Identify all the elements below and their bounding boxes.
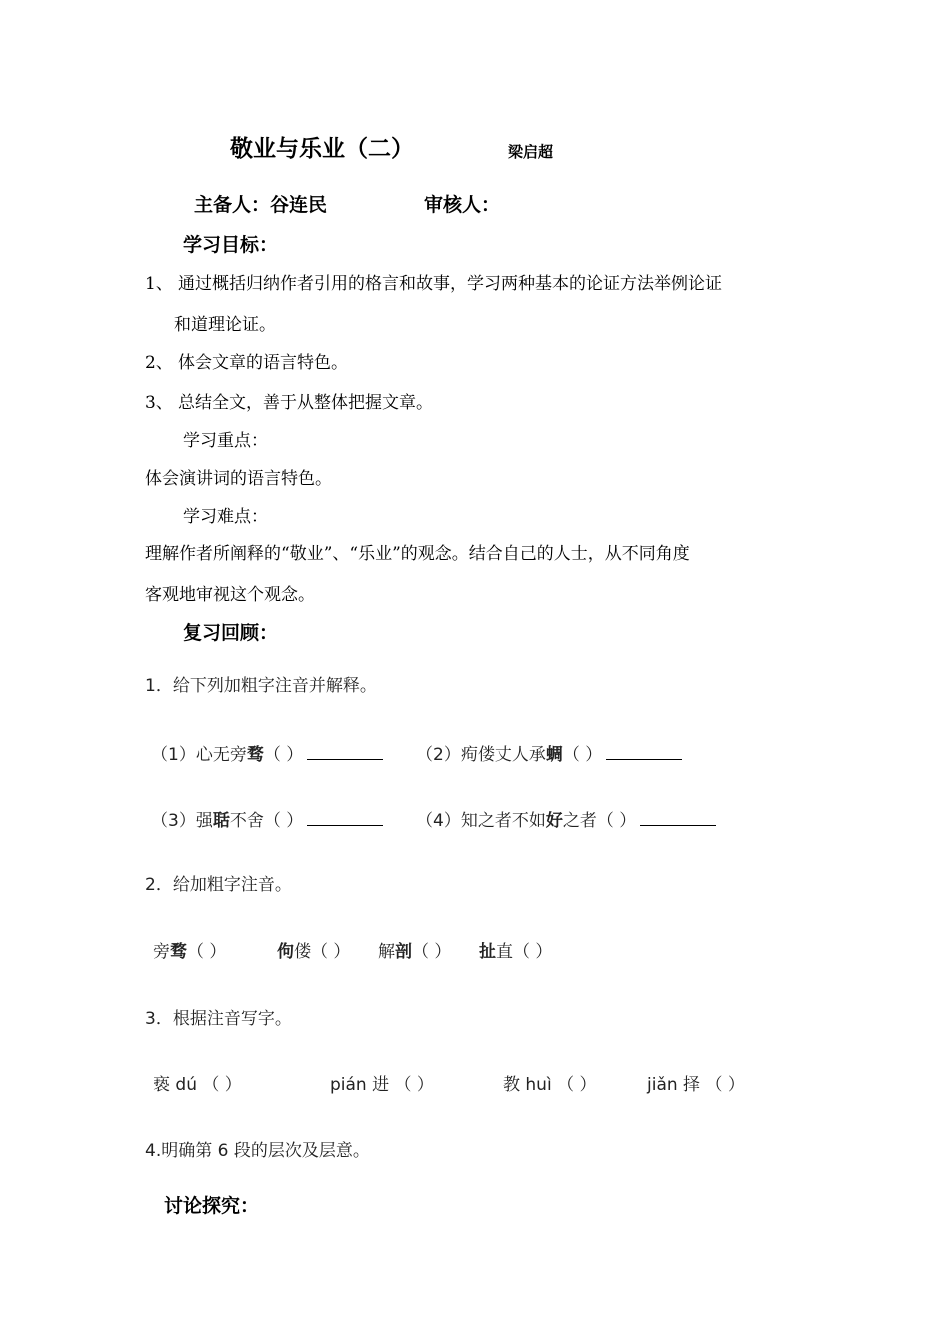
- question-4-prompt: 4.明确第 6 段的层次及层意。: [145, 1141, 370, 1161]
- bold-char: 骛: [170, 942, 187, 962]
- question-2-item-1: 旁骛（ ）: [153, 942, 227, 962]
- question-1-item-2: （2）痀偻丈人承蜩（ ）: [416, 745, 682, 764]
- key-points-text: 体会演讲词的语言特色。: [145, 469, 332, 489]
- bold-char: 佝: [277, 942, 294, 962]
- objective-3-num: 3、: [145, 393, 173, 413]
- answer-blank[interactable]: [307, 745, 383, 760]
- bold-char: 聒: [212, 811, 230, 831]
- reviewer-label: 审核人：: [424, 194, 501, 216]
- page-title: 敬业与乐业（二）: [230, 136, 414, 162]
- difficulties-text: 理解作者所阐释的“敬业”、“乐业”的观念。结合自己的人士，从不同角度: [145, 544, 690, 564]
- question-1-item-4: （4）知之者不如好之者（ ）: [416, 811, 716, 830]
- objective-2-num: 2、: [145, 353, 173, 373]
- question-3-item-4: jiǎn 择 （ ）: [647, 1075, 745, 1095]
- objective-1-text-cont: 和道理论证。: [174, 315, 276, 335]
- question-3-prompt: 3．根据注音写字。: [145, 1009, 292, 1029]
- author-name: 梁启超: [508, 143, 554, 161]
- question-1-prompt: 1．给下列加粗字注音并解释。: [145, 676, 377, 696]
- question-2-item-3: 解剖（ ）: [378, 942, 452, 962]
- question-1-item-1: （1）心无旁骛（ ）: [151, 745, 383, 764]
- bold-char: 剖: [395, 942, 412, 962]
- review-heading: 复习回顾：: [183, 622, 279, 644]
- preparer-label: 主备人：谷连民: [194, 194, 328, 216]
- objective-3-text: 总结全文，善于从整体把握文章。: [178, 393, 433, 413]
- question-2-item-2: 佝偻（ ）: [277, 942, 351, 962]
- objective-2-text: 体会文章的语言特色。: [178, 353, 348, 373]
- question-2-prompt: 2．给加粗字注音。: [145, 875, 292, 895]
- bold-char: 骛: [246, 745, 264, 765]
- question-1-item-3: （3）强聒不舍（ ）: [151, 811, 383, 830]
- question-3-item-1: 亵 dú （ ）: [153, 1075, 242, 1095]
- answer-blank[interactable]: [606, 745, 682, 760]
- question-3-item-2: pián 进 （ ）: [330, 1075, 434, 1095]
- question-2-item-4: 扯直（ ）: [479, 942, 553, 962]
- bold-char: 扯: [479, 942, 496, 962]
- question-3-item-3: 教 huì （ ）: [503, 1075, 597, 1095]
- objective-1-num: 1、: [145, 274, 173, 294]
- discussion-heading: 讨论探究：: [164, 1195, 260, 1217]
- key-points-heading: 学习重点：: [183, 431, 268, 451]
- answer-blank[interactable]: [307, 811, 383, 826]
- difficulties-heading: 学习难点：: [183, 507, 268, 527]
- objectives-heading: 学习目标：: [183, 234, 279, 256]
- bold-char: 好: [545, 811, 563, 831]
- difficulties-text-cont: 客观地审视这个观念。: [145, 585, 315, 605]
- objective-1-text: 通过概括归纳作者引用的格言和故事，学习两种基本的论证方法举例论证: [178, 274, 722, 294]
- bold-char: 蜩: [545, 745, 563, 765]
- answer-blank[interactable]: [640, 811, 716, 826]
